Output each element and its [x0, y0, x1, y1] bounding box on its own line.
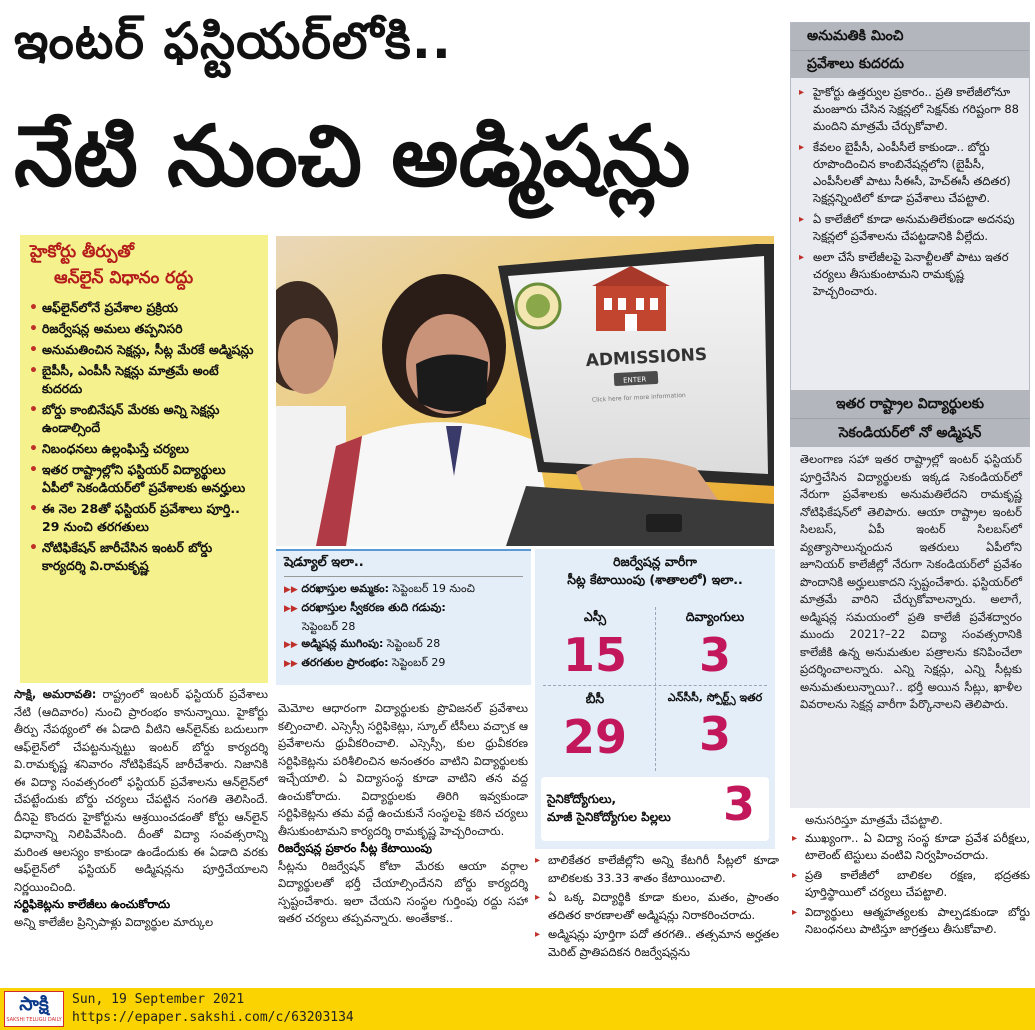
reservation-value-sc: 15	[562, 628, 627, 682]
sidebar-permission-item: ▸ అలా చేసే కాలేజీలపై పెనాల్టీలతో పాటు ఇతర చర్యలు తీసుకుంటామని రామకృష్ణ హెచ్చరించారు.	[799, 249, 1021, 300]
article-list-item: ▸ బాలికేతర కాలేజీల్లోని అన్ని కేటగిరీ సీట్లలో కూడా బాలికలకు 33.33 శాతం కేటాయించాలి.	[535, 852, 779, 887]
article-list-item: ▸ ప్రతి కాలేజీలో బాలికల రక్షణ, భద్రతకు పూర్తిస్థాయిలో చర్యలు చేపట్టాలి.	[792, 867, 1030, 902]
schedule-row: ▶▶ దరఖాస్తుల అమ్మకం: సెప్టెంబర్ 19 నుంచి	[284, 582, 475, 595]
reservation-bottom-value: 3	[722, 777, 755, 831]
schedule-row: ▶▶ దరఖాస్తుల స్వీకరణ తుది గడువు: సెప్టెంబర్ 28	[284, 601, 446, 633]
screen-admissions-text: ADMISSIONS	[585, 344, 708, 372]
arrow-icon: ▶▶	[284, 585, 298, 595]
article-list	[792, 830, 1030, 939]
sidebar-permission-item: ▸ కేవలం బైపీసీ, ఎంపీసీలే కాకుండా.. బోర్డు రూపొందించిన కాంబినేషన్లలోని (బైపీసీ, ఎంపీసీలతో పాటు సీఈసీ, హెచ్‌ఈసీ తదితర) సెక్షన్లన్నింటిలో కూడా ప్రవేశాలు చేపట్టాలి.	[799, 139, 1021, 207]
news-photo	[276, 236, 774, 546]
sidebar-permission-title-line2: ప్రవేశాలు కుదరదు	[791, 50, 1029, 78]
grid-divider-horizontal	[543, 685, 767, 686]
reservation-title-line1: రిజర్వేషన్ల వారీగా	[613, 554, 697, 569]
footer-bar	[0, 988, 1035, 1030]
sidebar-permission-box	[790, 22, 1030, 392]
article-column-2	[278, 700, 528, 986]
sidebar-other-states-text: తెలంగాణ సహా ఇతర రాష్ట్రాల్లో ఇంటర్ ఫస్టియర్ పూర్తిచేసిన విద్యార్థులకు ఇక్కడ సెకండియర్‌లో నేరుగా ప్రవేశాలకు అనుమతిలేదని రామకృష్ణ నోటిఫికేషన్‌లో తెలిపారు. ఆయా రాష్ట్రాల ఇంటర్ సిలబస్, ఏపీ ఇంటర్ సిలబస్‌లో వ్యత్యాసాలున్నందున ఇతరులు ఏపీలోని జూనియర్ కాలేజీల్లో నేరుగా సెకండియర్‌లో ప్రవేశం పొందానికి అర్హులుకాదని స్పష్టంచేశారు. ఫస్టియర్‌లో మాత్రమే వారిని చేర్చుకోవాలన్నారు. అలాగే, అడ్మిషన్ల సమయంలో ప్రతి కాలేజీ ప్రవేశద్వారం ముందు 2021?–22 విద్యా సంవత్సరానికి కాలేజీకి ఉన్న అనుమతుల పత్రాలను కనిపించేలా ప్రదర్శించాలన్నారు. ఎన్ని సెక్షన్లు, ఎన్ని సీట్లకు అనుమతులున్నాయి?.. భర్తీ అయిన సీట్లు, ఖాళీల వివరాలను సెక్షన్ల వారీగా పేర్కొనాలని తెలిపారు.	[800, 452, 1022, 711]
highlight-item: • రిజర్వేషన్ల అమలు తప్పనిసరి	[26, 320, 260, 338]
arrow-icon: ▶▶	[284, 604, 298, 614]
highlight-item: • బోర్డు కాంబినేషన్ మేరకు అన్ని సెక్షన్లు ఉండాల్సిందే	[26, 401, 260, 437]
reservation-label-sc: ఎస్సీ	[583, 609, 607, 624]
reservation-value-ncc: 3	[698, 707, 731, 761]
arrow-icon: ▶▶	[284, 640, 298, 650]
sidebar-permission-item: ▸ ఏ కాలేజీలో కూడా అనుమతిలేకుండా అదనపు సెక్షన్లలో ప్రవేశాలను చేపట్టడానికి వీల్లేదు.	[799, 211, 1021, 245]
article-paragraph: మెమోల ఆధారంగా విద్యార్థులకు ప్రొవిజనల్ ప్రవేశాలు కల్పించాలి. ఎస్సెస్సీ సర్టిఫికెట్లు, స్కూల్ టీసీలు వచ్చాక ఆ ప్రవేశాలను ధ్రువీకరించాలి. ఎస్సెస్సీ, కుల ధ్రువీకరణ సర్టిఫికెట్లను పరిశీలించిన అనంతరం వాటిని విద్యార్థులకు ఇచ్చేయాలి. ఏ విద్యాసంస్థ కూడా వాటిని తన వద్ద ఉంచుకోరాదు. విద్యార్థులకు తిరిగి ఇవ్వకుండా సర్టిఫికెట్లను తమ వద్దే ఉంచుకునే సంస్థలపై కఠిన చర్యలు తీసుకుంటామని కార్యదర్శి రామకృష్ణ హెచ్చరించారు.	[278, 701, 528, 838]
reservation-grid	[535, 601, 775, 771]
highlights-list	[20, 293, 268, 575]
highlight-item: • నోటిఫికేషన్ జారీచేసిన ఇంటర్ బోర్డు కార్యదర్శి వి.రామకృష్ణ	[26, 539, 260, 575]
reservation-value-disabled: 3	[698, 628, 731, 682]
arrow-icon: ▶▶	[284, 659, 298, 669]
screen-enter-text: ENTER	[622, 375, 647, 385]
sidebar-other-states-title-line1: ఇతర రాష్ట్రాల విద్యార్థులకు	[790, 390, 1030, 418]
article-paragraph: సీట్లను రిజర్వేషన్ కోటా మేరకు ఆయా వర్గాల విద్యార్థులతో భర్తీ చేయాల్సిందేనని బోర్డు కార్యదర్శి స్పష్టంచేశారు. ఇలా చేయని సంస్థల గుర్తింపు రద్దు సహా ఇతర చర్యలు తప్పవన్నారు. అంతేకాక..	[278, 858, 528, 925]
reservation-box	[535, 549, 775, 849]
highlights-title-line2: ఆన్‌లైన్ విధానం రద్దు	[54, 268, 194, 288]
article-column-4	[792, 812, 1030, 986]
schedule-title: షెడ్యూల్ ఇలా..	[284, 555, 523, 577]
article-paragraph: అన్ని కాలేజీల ప్రిన్సిపాళ్లు విద్యార్థుల మార్కుల	[14, 914, 214, 929]
article-lead: అనుసరిస్తూ మాత్రమే చేపట్టాలి.	[805, 813, 943, 827]
article-dateline: సాక్షి, అమరావతి:	[14, 687, 97, 701]
article-list	[535, 852, 779, 961]
headline-line2: నేటి నుంచి అడ్మిషన్లు	[14, 107, 691, 205]
highlights-panel	[20, 235, 268, 683]
reservation-bottom-label1: సైనికోద్యోగులు,	[547, 792, 617, 806]
schedule-row: ▶▶ అడ్మిషన్ల ముగింపు: సెప్టెంబర్ 28	[284, 637, 441, 650]
article-list-item: ▸ విద్యార్థులు ఆత్మహత్యలకు పాల్పడకుండా బోర్డు నిబంధనలు పాటిస్తూ జాగ్రత్తలు తీసుకోవాలి.	[792, 904, 1030, 939]
article-column-1	[14, 686, 268, 986]
reservation-value-bc: 29	[562, 710, 627, 764]
highlights-title-line1: హైకోర్టు తీర్పుతో	[30, 242, 135, 262]
article-paragraph: రాష్ట్రంలో ఇంటర్ ఫస్టియర్ ప్రవేశాలు నేటి (ఆదివారం) నుంచి ప్రారంభం కానున్నాయి. హైకోర్టు తీర్పు నేపథ్యంలో ఈ ఏడాది వీటిని ఆన్‌లైన్‌కు బదులుగా ఆఫ్‌లైన్‌లో చేపట్టనున్నట్టు ఇంటర్ బోర్డు కార్యదర్శి వి.రామకృష్ణ శనివారం నోటిఫికేషన్ జారీచేశారు. నిజానికి ఈ విద్యా సంవత్సరంలో ఫస్టియర్ ప్రవేశాలను ఆన్‌లైన్‌లో చేపట్టేందుకు బోర్డు చర్యలు చేపట్టిన సంగతి తెలిసిందే. దీనిపై కొందరు హైకోర్టును ఆశ్రయించడంతో కోర్టు ఆన్‌లైన్ విధానాన్ని నిలిపివేసింది. దీంతో విద్యా సంవత్సరాన్ని మరింత ఆలస్యం కాకుండా ఉండేందుకు ఈ ఏడాది వరకు ఆఫ్‌లైన్‌లో ఫస్టియర్ అడ్మిషన్లను పూర్తిచేయాలని నిర్ణయించింది.	[14, 687, 268, 894]
reservation-bottom-label2: మాజీ సైనికోద్యోగుల పిల్లలు	[547, 810, 671, 824]
highlight-item: • అనుమతించిన సెక్షన్లు, సీట్ల మేరకే అడ్మిషన్లు	[26, 341, 260, 359]
sidebar-other-states-title-line2: సెకండియర్‌లో నో అడ్మిషన్	[790, 418, 1030, 447]
highlight-item: • ఈ నెల 28తో ఫస్టియర్ ప్రవేశాలు పూర్తి.. 29 నుంచి తరగతులు	[26, 500, 260, 536]
footer-date: Sun, 19 September 2021	[72, 992, 245, 1007]
sidebar-other-states-box	[790, 390, 1030, 808]
article-subhead: సర్టిఫికెట్లను కాలేజీలు ఉంచుకోరాదు	[14, 897, 171, 911]
sidebar-permission-title-line1: అనుమతికి మించి	[791, 23, 1029, 50]
schedule-box	[276, 549, 531, 685]
reservation-label-disabled: దివ్యాంగులు	[685, 609, 745, 624]
highlight-item: • నిబంధనలు ఉల్లంఘిస్తే చర్యలు	[26, 440, 260, 458]
article-list-item: ▸ అడ్మిషన్లు పూర్తిగా పదో తరగతి.. తత్సమాన అర్హతల మెరిట్ ప్రాతిపదికన రిజర్వేషన్లను	[535, 926, 779, 961]
reservation-title-line2: సీట్ల కేటాయింపు (శాతాలలో) ఇలా..	[567, 572, 743, 587]
headline-line1: ఇంటర్ ఫస్టియర్‌లోకి..	[14, 12, 452, 70]
article-list-item: ▸ ఏ ఒక్క విద్యార్థికి కూడా కులం, మతం, ప్రాంతం తదితర కారణాలతో అడ్మిషన్లు నిరాకరించరాదు.	[535, 889, 779, 924]
highlight-item: • ఇతర రాష్ట్రాల్లోని ఫస్టియర్ విద్యార్థులు ఏపీలో సెకండియర్‌లో ప్రవేశాలకు అనర్హులు	[26, 461, 260, 497]
reservation-bottom-cell	[541, 777, 769, 841]
schedule-row: ▶▶ తరగతుల ప్రారంభం: సెప్టెంబర్ 29	[284, 656, 446, 669]
sidebar-permission-list	[791, 78, 1029, 300]
highlight-item: • బైపీసీ, ఎంపీసీ సెక్షన్లు మాత్రమే అంటే కుదరదు	[26, 362, 260, 398]
photo-illustration	[276, 236, 774, 546]
sidebar-permission-item: ▸ హైకోర్టు ఉత్తర్వుల ప్రకారం.. ప్రతి కాలేజీలోనూ మంజూరు చేసిన సెక్షన్లలో సెక్షన్‌కు గరిష్టంగా 88 మందిని మాత్రమే చేర్చుకోవాలి.	[799, 84, 1021, 135]
reservation-label-bc: బీసీ	[585, 691, 605, 706]
footer-url-link[interactable]: https://epaper.sakshi.com/c/63203134	[72, 1010, 354, 1025]
article-column-3	[535, 852, 779, 986]
sakshi-logo: సాక్షి SAKSHI TELUGU DAILY	[4, 991, 64, 1027]
article-subhead: రిజర్వేషన్ల ప్రకారం సీట్ల కేటాయింపు	[278, 841, 433, 855]
article-list-item: ▸ ముఖ్యంగా.. ఏ విద్యా సంస్థ కూడా ప్రవేశ పరీక్షలు, టాలెంట్ టెస్టులు వంటివి నిర్వహించరాదు.	[792, 830, 1030, 865]
highlight-item: • ఆఫ్‌లైన్‌లోనే ప్రవేశాల ప్రక్రియ	[26, 299, 260, 317]
reservation-label-ncc: ఎన్‌సీసీ, స్పోర్ట్స్ ఇతర	[667, 691, 763, 704]
screen-click-text: Click here for more information	[591, 391, 686, 404]
